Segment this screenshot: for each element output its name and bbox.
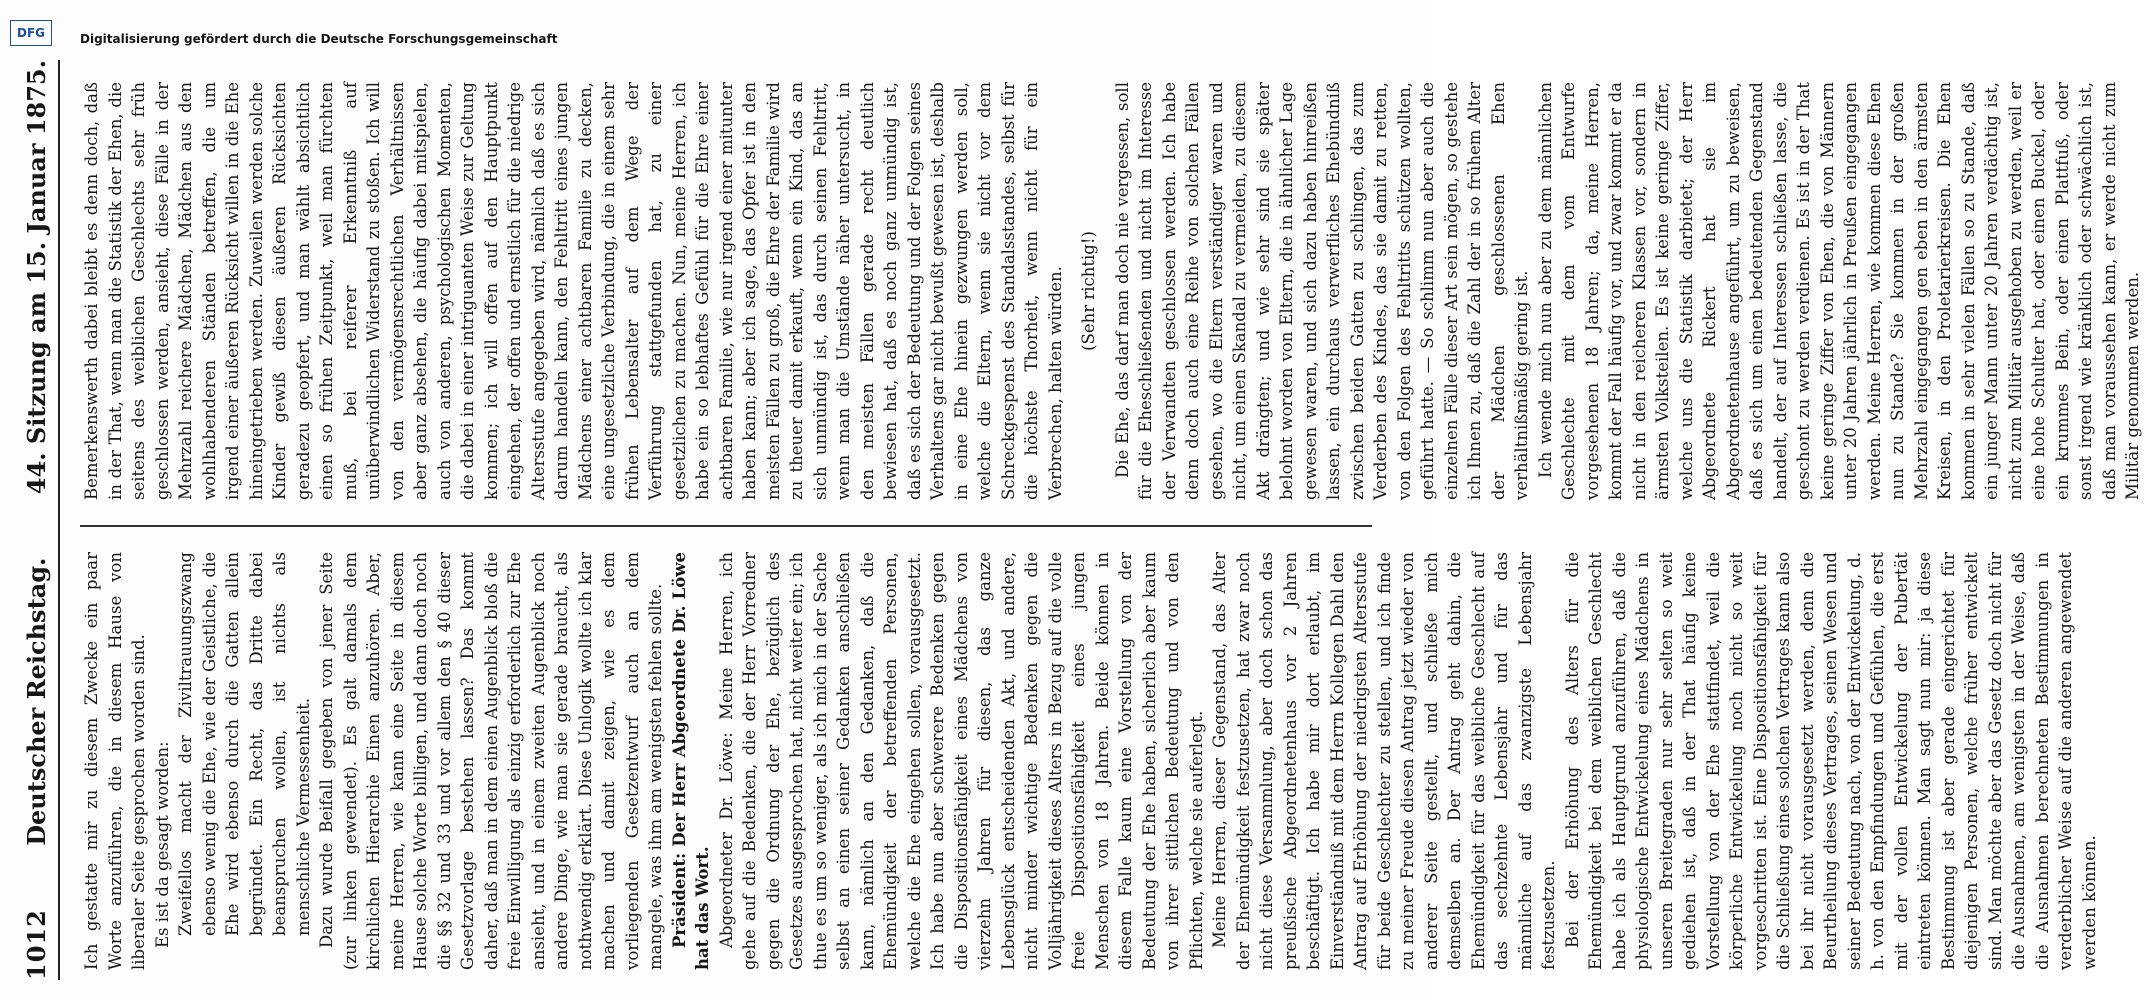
paragraph: Ich gestatte mir zu diesem Zwecke ein paar Worte anzuführen, die in diesem Hause von liberaler Seite gesprochen worden sind. bbox=[82, 552, 148, 970]
left-column bbox=[80, 552, 2099, 970]
session-title: 44. Sitzung am 15. Januar 1875. bbox=[21, 60, 51, 495]
paragraph: Meine Herren, dieser Gegenstand, das Alter der Ehemündigkeit festzusetzen, hat zwar noch nicht diese Versammlung, aber doch schon das preußische Abgeordnetenhaus vor 2 Jahren beschäftigt. Ich habe mir dort erlaubt, im Einverständniß mit dem Herrn Kollegen Dahl den Antrag auf Erhöhung der niedrigsten Altersstufe für beide Geschlechter zu stellen, und ich finde zu meiner Freude diesen Antrag jetzt wieder von anderer Seite gestellt, und schließe mich demselben an. Der Antrag geht dahin, die Ehemündigkeit für das weibliche Geschlecht auf das sechzehnte Lebensjahr und für das männliche auf das zwanzigste Lebensjahr festzusetzen. bbox=[1210, 552, 1558, 970]
interjection: (Sehr richtig!) bbox=[1079, 231, 1098, 351]
page-header bbox=[14, 60, 60, 980]
paragraph: Abgeordneter Dr. Löwe: Meine Herren, ich gehe auf die Bedenken, die der Herr Vorredner gegen die Ordnung der Ehe, bezüglich des Gesetzes ausgesprochen hat, nicht weiter ein; ich thue es um so weniger, als ich mich in der Sache selbst an einen seiner Gedanken anschließen kann, nämlich an den Gedanken, daß die Ehemündigkeit der betreffenden Personen, welche die Ehe eingehen sollen, vorausgesetzt. Ich habe nun aber schwerere Bedenken gegen die Dispositionsfähigkeit eines Mädchens von vierzehn Jahren für diesen, das ganze Lebensglück entscheidenden Akt, und andere, nicht minder wichtige Bedenken gegen die Volljährigkeit dieses Alters in Bezug auf die volle freie Dispositionsfähigkeit eines jungen Menschen von 18 Jahren. Beide können in diesem Falle kaum eine Vorstellung von der Bedeutung der Ehe haben, sicherlich aber kaum von ihrer sittlichen Bedeutung und von den Pflichten, welche sie auferlegt. bbox=[716, 552, 1206, 970]
quotation: Zweifellos macht der Ziviltrauungszwang ebenso wenig die Ehe, wie der Geistliche, die Ehe wird ebenso durch die Gatten allein begründet. Ein Recht, das Dritte dabei beanspruchen wollen, ist nichts als menschliche Vermessenheit. bbox=[176, 552, 313, 936]
dfg-logo: DFG bbox=[10, 20, 52, 46]
speaker-line: Präsident: Der Herr Abgeordnete Dr. Löwe hat das Wort. bbox=[669, 552, 712, 970]
page-number: 1012 bbox=[21, 909, 51, 980]
paragraph: Dazu wurde Beifall gegeben von jener Seite (zur linken gewendet). Es galt damals dem kirchlichen Hierarchie Einen anzuhören. Aber, meine Herren, wie kann eine Seite in diesem Hause solche Worte billigen, und dann doch noch die §§ 32 und 33 und vor allem den § 40 dieser Gesetzvorlage bestehen lassen? Das kommt daher, daß man in dem einen Augenblick bloß die freie Einwilligung als einzig erforderlich zur Ehe ansieht, und in einem zweiten Augenblick noch andere Dinge, wie man sie gerade braucht, als nothwendig erklärt. Diese Unlogik wollte ich klar machen und damit zeigen, wie es dem vorliegenden Gesetzentwurf auch an dem mangele, was ihm am wenigsten fehlen sollte. bbox=[317, 552, 665, 970]
paragraph: Die Ehe, das darf man doch nie vergessen, soll für die Eheschließenden und nicht im Interesse der Verwandten geschlossen werden. Ich habe denn doch auch eine Reihe von solchen Fällen gesehen, wo die Eltern verständiger waren und nicht, um einen Skandal zu vermeiden, zu diesem Akt drängten; und wie sehr sind sie später belohnt worden von Eltern, die in ähnlicher Lage gewesen waren, und sich dazu haben hinreißen lassen, ein durchaus verwerfliches Ehebündniß zwischen beiden Gatten zu schlingen, das zum Verderben des Kindes, das sie damit zu retten, von den Folgen des Fehltritts schützen wollten, geführt hatte. — So schlimm nun aber auch die einzelnen Fälle dieser Art sein mögen, so gestehe ich Ihnen zu, daß die Zahl der in so frühem Alter der Mädchen geschlossenen Ehen verhältnißmäßig gering ist. bbox=[1112, 82, 1531, 500]
paragraph: Ich wende mich nun aber zu dem männlichen Geschlechte mit dem vom Entwurfe vorgesehenen 18 Jahren; da, meine Herren, kommt der Fall häufig vor, und zwar kommt er da nicht in den reicheren Klassen vor, sondern in ärmsten Volksteilen. Es ist keine geringe Ziffer, welche uns die Statistik darbietet; der Herr Abgeordnete Rickert hat sie im Abgeordnetenhause angeführt, um zu beweisen, daß es sich um einen bedeutenden Gegenstand handelt, der auf Interessen schließen lasse, die geschont zu werden verdienen. Es ist in der That keine geringe Ziffer von Ehen, die von Männern unter 20 Jahren jährlich in Preußen eingegangen werden. Meine Herren, wie kommen diese Ehen nun zu Stande? Sie kommen in der großen Mehrzahl eingegangen gen eben in den ärmsten Kreisen, in den Proletarierkreisen. Die Ehen kommen in sehr vielen Fällen so zu Stande, daß ein junger Mann unter 20 Jahren verdächtig ist, nicht zum Militär ausgehoben zu werden, weil er eine hohe Schulter hat, oder einen Buckel, oder ein krummes Bein, oder einen Plattfuß, oder sonst irgend wie kränklich oder schwächlich ist, daß man voraussehen kann, er werde nicht zum Militär genommen werden. bbox=[1535, 82, 2142, 500]
paragraph: Es ist da gesagt worden: bbox=[152, 741, 172, 948]
running-title: Deutscher Reichstag. bbox=[21, 557, 51, 846]
funding-note bbox=[80, 32, 1380, 52]
column-divider bbox=[80, 525, 1372, 527]
funding-text: Digitalisierung gefördert durch die Deutsche Forschungsgemeinschaft bbox=[80, 32, 558, 46]
paragraph: Bei der Erhöhung des Alters für die Ehemündigkeit bei dem weiblichen Geschlecht habe ich als Hauptgrund anzuführen, daß die physiologische Entwickelung eines Mädchens in unseren Breitegraden nur sehr selten so weit gediehen ist, daß in der That häufig keine Vorstellung von der Ehe stattfindet, weil die körperliche Entwickelung noch nicht so weit vorgeschritten ist. Eine Dispositionsfähigkeit für die Schließung eines solchen Vertrages kann also bei ihr nicht vorausgesetzt werden, denn die Beurtheilung dieses Vertrages, seinen Wesen und seiner Bedeutung nach, von der Entwickelung, d. h. von den Empfindungen und Gefühlen, die erst mit der vollen Entwickelung der Pubertät eintreten können. Man sagt nun mir: ja diese Bestimmung ist aber gerade eingerichtet für diejenigen Personen, welche früher entwickelt sind. Man möchte aber das Gesetz doch nicht für die Ausnahmen, am wenigsten in der Weise, daß die Ausnahmen berechneten Bestimmungen in verderblicher Weise auf die anderen angewendet werden können. bbox=[1562, 552, 2099, 970]
right-column bbox=[80, 82, 2142, 500]
paragraph: Bemerkenswerth dabei bleibt es denn doch, daß in der That, wenn man die Statistik der Ehen, die seitens des weiblichen Geschlechts sehr früh geschlossen werden, ansieht, diese Fälle in der Mehrzahl reichere Mädchen, Mädchen aus den wohlhabenderen Ständen betreffen, die um irgend einer äußeren Rücksicht willen in die Ehe hineingetrieben werden. Zuweilen werden solche Kinder gewiß diesen äußeren Rücksichten geradezu geopfert, und man wählt absichtlich einen so frühen Zeitpunkt, weil man fürchten muß, bei reiferer Erkenntniß auf unüberwindlichen Widerstand zu stoßen. Ich will von den vermögensrechtlichen Verhältnissen aber ganz absehen, die häufig dabei mitspielen, auch von anderen, psychologischen Momenten, die dabei in einer intriguanten Weise zur Geltung kommen; ich will offen auf den Hauptpunkt eingehen, der offen und ernstlich für die niedrige Altersstufe angegeben wird, nämlich daß es sich darum handeln kann, den Fehltritt eines jungen Mädchens einer achtbaren Familie zu decken, eine ungesetzliche Verbindung, die in einem sehr frühen Lebensalter auf dem Wege der Verführung stattgefunden hat, zu einer gesetzlichen zu machen. Nun, meine Herren, ich habe ein so lebhaftes Gefühl für die Ehre einer achtbaren Familie, wie nur irgend einer mitunter haben kann; aber ich sage, das Opfer ist in den meisten Fällen zu groß, die Ehre der Familie wird zu theuer damit erkauft, wenn ein Kind, das an sich unmündig ist, das durch seinen Fehltritt, wenn man die Umstände näher untersucht, in den meisten Fällen gerade recht deutlich bewiesen hat, daß es noch ganz unmündig ist, daß es sich der Bedeutung und der Folgen seines Verhaltens gar nicht bewußt gewesen ist, deshalb in eine Ehe hinein gezwungen werden soll, welche die Eltern, wenn sie nicht vor dem Schreckgespenst des Standalsstandes, selbst für die höchste Thorheit, wenn nicht für ein Verbrechen, halten würden. bbox=[82, 82, 1065, 500]
